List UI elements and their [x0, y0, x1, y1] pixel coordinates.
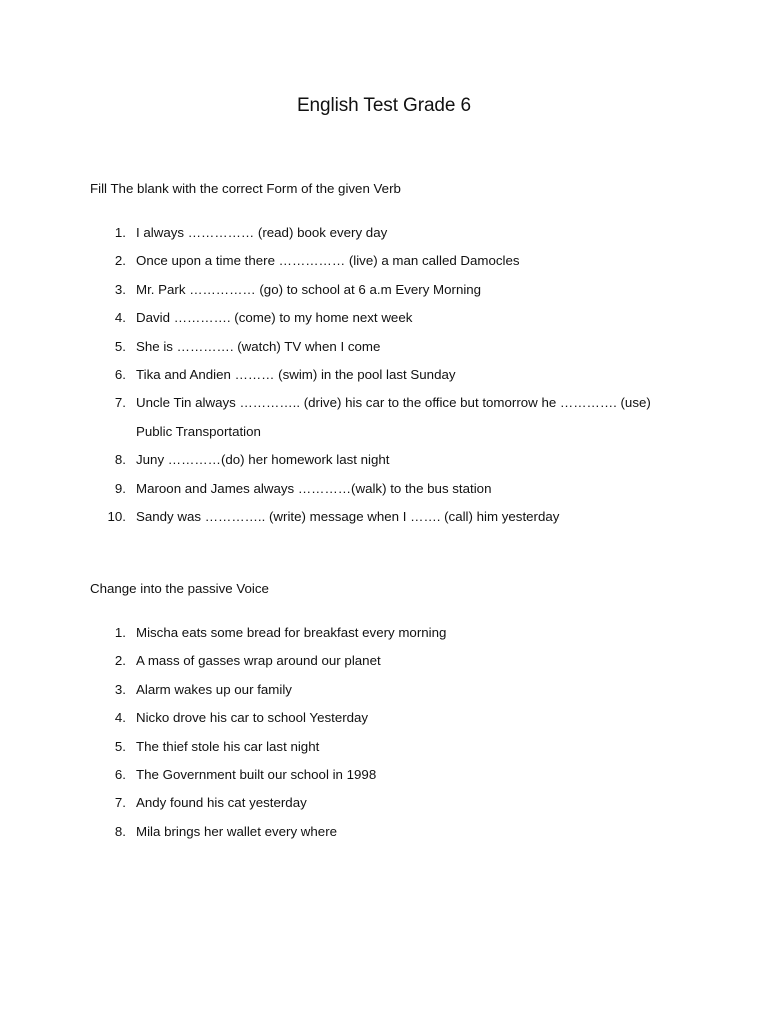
list-item-number: 6.	[114, 367, 126, 383]
list-item	[0, 446, 700, 474]
list-item	[0, 761, 700, 789]
list-item-text: Mischa eats some bread for breakfast every morning	[136, 625, 447, 640]
list-item-text: David …………. (come) to my home next week	[136, 310, 413, 326]
list-item-text: Once upon a time there …………… (live) a man called Damocles	[136, 253, 520, 269]
list-item-text: Mr. Park …………… (go) to school at 6 a.m Every Morning	[136, 281, 482, 297]
list-item-number: 9.	[114, 480, 126, 496]
list-item	[0, 647, 700, 675]
list-item-number: 10.	[107, 509, 126, 525]
list-item-text: Uncle Tin always ………….. (drive) his car to the office but tomorrow he …………. (use)	[136, 395, 651, 411]
list-item-number: 1.	[114, 625, 126, 640]
list-item	[0, 818, 700, 846]
list-item-number: 8.	[114, 452, 126, 468]
list-item	[0, 619, 700, 647]
list-item-continuation	[0, 418, 700, 446]
list-item-number: 2.	[114, 253, 126, 269]
passive-voice-list	[0, 619, 700, 846]
list-item	[0, 333, 700, 361]
list-item-text: A mass of gasses wrap around our planet	[136, 653, 381, 669]
list-item-text: Sandy was ………….. (write) message when I ……. (call) him yesterday	[136, 509, 560, 525]
list-item-text: Andy found his cat yesterday	[136, 795, 307, 811]
list-item-number: 6.	[114, 767, 126, 783]
list-item-number: 3.	[114, 681, 126, 697]
list-item-number: 4.	[114, 310, 126, 326]
list-item	[0, 676, 700, 704]
page-title: English Test Grade 6	[296, 95, 472, 116]
list-item-text: The Government built our school in 1998	[136, 767, 377, 783]
list-item-text: She is …………. (watch) TV when I come	[136, 338, 381, 354]
list-item	[0, 389, 700, 417]
fill-blank-list	[0, 219, 700, 531]
list-item-number: 5.	[114, 738, 126, 754]
section-heading-fill-blank: Fill The blank with the correct Form of the given Verb	[90, 181, 401, 196]
list-item	[0, 276, 700, 304]
list-item	[0, 304, 700, 332]
list-item-text: Mila brings her wallet every where	[136, 823, 338, 839]
list-item-text: Tika and Andien ……… (swim) in the pool last Sunday	[136, 367, 456, 383]
list-item-text: Public Transportation	[136, 423, 261, 439]
list-item-number: 5.	[114, 338, 126, 354]
list-item-number: 7.	[114, 795, 126, 811]
list-item	[0, 219, 700, 247]
list-item-number: 7.	[114, 395, 126, 411]
list-item-text: I always …………… (read) book every day	[136, 225, 388, 240]
list-item-text: Maroon and James always …………(walk) to the bus station	[136, 480, 492, 496]
list-item	[0, 361, 700, 389]
list-item	[0, 733, 700, 761]
list-item-text: Nicko drove his car to school Yesterday	[136, 710, 369, 726]
list-item	[0, 704, 700, 732]
list-item-number: 2.	[114, 653, 126, 669]
list-item-number: 4.	[114, 710, 126, 726]
list-item	[0, 247, 700, 275]
list-item-number: 3.	[114, 281, 126, 297]
list-item	[0, 503, 700, 531]
list-item-text: The thief stole his car last night	[136, 738, 320, 754]
list-item	[0, 475, 700, 503]
list-item-number: 8.	[114, 823, 126, 839]
list-item-text: Juny …………(do) her homework last night	[136, 452, 390, 468]
list-item	[0, 789, 700, 817]
list-item-text: Alarm wakes up our family	[136, 681, 292, 697]
section-heading-passive-voice: Change into the passive Voice	[90, 581, 269, 596]
list-item-number: 1.	[114, 225, 126, 240]
